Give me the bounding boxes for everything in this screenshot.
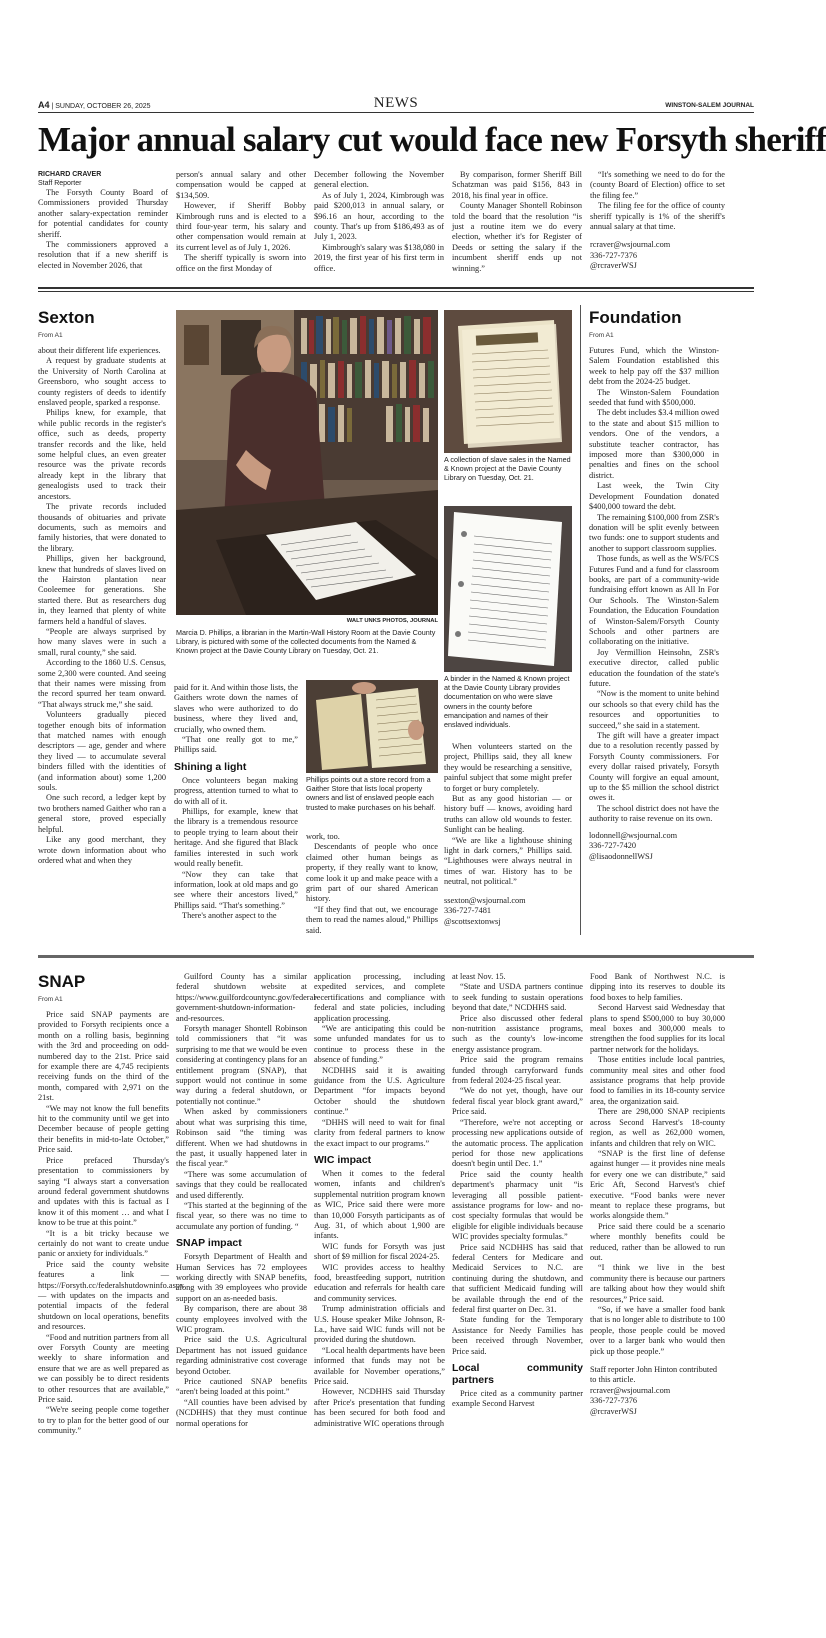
binder-photo <box>444 506 572 672</box>
paragraph: work, too. <box>306 832 340 841</box>
paragraph: “It is a bit tricky because we certainly do not want to create undue panic or anxiety for individuals.” <box>38 1228 169 1259</box>
binder-photo-illustration <box>444 506 572 672</box>
photo-caption: A binder in the Named & Known project at the Davie County Library provides documentation on who were slave owners in the county before emancipation and names of their enslaved individuals. <box>444 674 570 730</box>
column-divider <box>580 305 581 935</box>
contact-phone: 336-727-7376 <box>590 250 638 260</box>
paragraph: Trump administration officials and U.S. House speaker Mike Johnson, R-La., have said WIC funds will not be provided during the shutdown. <box>314 1304 445 1345</box>
paragraph: As of July 1, 2024, Kimbrough was paid $200,013 in annual salary, or $96.16 an hour, according to the county. That's up from $186,493 as of July 1, 2023. <box>314 190 444 242</box>
paragraph: Price cautioned SNAP benefits “aren't being loaded at this point.” <box>176 1377 307 1397</box>
ledger-photo-illustration <box>444 310 572 453</box>
paragraph: “Now they can take that information, look at old maps and go see where their ancestors lived,” Phillips said. “That's something.” <box>174 869 298 910</box>
snap-col-3 <box>314 972 445 1600</box>
paragraph: Price said the county health department's pharmacy unit “is leveraging all possible patient-assistance programs for low- and no-cost specialty formulas that would be eligible for eligible individuals because WIC provides specialty formulas.” <box>452 1169 583 1242</box>
issue-date: SUNDAY, OCTOBER 26, 2025 <box>55 103 151 110</box>
documents-photo <box>444 310 572 453</box>
snap-col-5 <box>590 972 725 1600</box>
photo-credit: WALT UNKS PHOTOS, JOURNAL <box>346 618 438 624</box>
paragraph: According to the 1860 U.S. Census, some 2,300 were counted. And seeing that their names were missing from the record spurred her team onward. “That always struck me,” she said. <box>38 658 166 709</box>
jump-head-foundation: Foundation <box>589 308 682 327</box>
paragraph: “Therefore, we're not accepting or processing new applications outside of the automatic process. The application period for those new applications doesn't begin until Dec. 1.” <box>452 1117 583 1169</box>
paragraph: Volunteers gradually pieced together enough bits of information that matched names with enough descriptors — age, gender and where they lived — to accumulate several binders filled with the identities of (and information about) some 1,200 souls. <box>38 710 166 793</box>
section-divider-thin <box>38 291 754 292</box>
paragraph: When volunteers started on the project, Phillips said, they all knew they would be researching a sensitive, painful subject that some might prefer to forget or bury completely. <box>444 742 572 793</box>
paragraph: Forsyth manager Shontell Robinson told commissioners that “it was surprising to me that we would be even considering at contingency plans for an entitlement program (SNAP), that support would not continue in some way during a federal shutdown, or potentially not continue.” <box>176 1024 307 1106</box>
paragraph: Price said NCDHHS has said that federal Centers for Medicare and Medicaid Services to N.C. are continuing during the shutdown, and that sufficient Medicaid funding will be available through the end of the federal first quarter on Dec. 31. <box>452 1242 583 1314</box>
paragraph: “State and USDA partners continue to seek funding to sustain operations beyond that date,” NCDHHS said. <box>452 982 583 1013</box>
contact-social: @rcraverWSJ <box>590 1406 637 1416</box>
store-record-illustration <box>306 680 438 773</box>
paragraph: “That one really got to me,” Phillips said. <box>174 735 298 755</box>
paragraph: One such record, a ledger kept by two brothers named Gaither who ran a general store, proved especially helpful. <box>38 793 166 834</box>
paragraph: There are 298,000 SNAP recipients across Second Harvest's 18-county region, as well as 262,000 women, infants and children that rely on WIC. <box>590 1107 725 1148</box>
paragraph: about their different life experiences. <box>38 346 161 355</box>
paragraph: The school district does not have the authority to raise revenue on its own. <box>589 803 719 824</box>
sexton-col-3 <box>306 832 438 934</box>
byline-title: Staff Reporter <box>38 180 82 187</box>
paragraph: Philips knew, for example, that while public records in the register's office, such as deeds, property transfer records and the like, held some helpful clues, an even greater resource was the private records already kept in the library that genealogists used to track their ancestors. <box>38 408 166 501</box>
paragraph: “I think we live in the best community there is because our partners are talking about how they would shift resources,” Price said. <box>590 1263 725 1304</box>
paragraph: “If they find that out, we encourage them to read the names aloud,” Phillips said. <box>306 904 438 935</box>
paragraph: Phillips, given her background, knew that hundreds of slaves lived on the Hairston plantation near Cooleemee for generations. She started there. But as researchers dug in, they learned that plenty of white farmers held a handful of slaves. <box>38 554 166 626</box>
paragraph: Price said SNAP payments are provided to Forsyth recipients once a month on a rolling basis, beginning with the 3rd and proceeding on odd-numbered day to the 21st. Price said for example there are 4,745 recipients receiving funds on the third of the month, compared with 2,971 on the 21st. <box>38 1010 169 1103</box>
paragraph: When it comes to the federal women, infants and children's supplemental nutrition program known as WIC, Price said there were more than 10,000 Forsyth participants as of Aug. 31, of which about 1,900 are infants. <box>314 1168 445 1241</box>
paragraph: “DHHS will need to wait for final clarity from federal partners to know the exact impact to our programs.” <box>314 1117 445 1148</box>
contact-email[interactable]: ssexton@wsjournal.com <box>444 895 526 905</box>
snap-col-1 <box>38 1010 185 1600</box>
snap-col-4 <box>452 972 583 1600</box>
foundation-col <box>589 346 719 934</box>
jump-from: From A1 <box>38 332 63 339</box>
contact-info <box>590 240 725 271</box>
paragraph: Second Harvest said Wednesday that plans to spend $500,000 to buy 30,000 meal boxes and 300,000 meals to strengthen the food supplies for its local partner network for the holidays. <box>590 1003 725 1054</box>
contact-social: @scottsextonwsj <box>444 916 501 926</box>
subhead: SNAP impact <box>176 1237 242 1250</box>
paragraph: “There was some accumulation of savings that they could be reallocated and used differently. <box>176 1169 307 1200</box>
paragraph: However, NCDHHS said Thursday after Price's presentation that funding has been secured for both food and administrative WIC operations through <box>314 1387 445 1428</box>
paragraph: Price said the U.S. Agricultural Department has not issued guidance regarding administrative cost coverage beyond October. <box>176 1335 307 1376</box>
contact-social: @lisaodonnellWSJ <box>589 851 653 861</box>
paragraph: The Forsyth County Board of Commissioners provided Thursday another salary-expectation reminder for potential candidates for county sheriff. <box>38 188 168 239</box>
paragraph: There's another aspect to the <box>182 911 277 921</box>
byline: RICHARD CRAVER <box>38 171 102 178</box>
paragraph: “All counties have been advised by (NCDHHS) that they must continue normal operations for <box>176 1397 307 1428</box>
paragraph: The Winston-Salem Foundation seeded that fund with $500,000. <box>589 387 719 408</box>
contact-phone: 336-727-7481 <box>444 906 492 916</box>
paragraph: The gift will have a greater impact due to a resolution recently passed by Forsyth County commissioners. For every dollar raised privately, Forsyth County will forgive an equal amount, up to the $5 million the school district owes it. <box>589 731 719 803</box>
paragraph: However, if Sheriff Bobby Kimbrough runs and is elected to a third four-year term, his salary and other compensation would remain at its current level as of July 1, 2026. <box>176 201 306 252</box>
photo-caption: Phillips points out a store record from a Gaither Store that lists local property owners and list of enslaved people each trusted to make purchases on his behalf. <box>306 775 436 812</box>
paragraph: Kimbrough's salary was $138,080 in 2019, the first year of his first term in office. <box>314 242 444 273</box>
paragraph: Last week, the Twin City Development Foundation donated $400,000 toward the debt. <box>589 481 719 512</box>
paragraph: NCDHHS said it is awaiting guidance from the U.S. Agriculture Department “for impacts beyond October should the shutdown continue.” <box>314 1065 445 1117</box>
subhead: WIC impact <box>314 1153 372 1166</box>
paragraph: “SNAP is the first line of defense against hunger — it provides nine meals for every one we can distribute,” said Eric Aft, Second Harvest's chief executive. “Food banks were never meant to replace these programs, but works alongside them.” <box>590 1148 725 1221</box>
paragraph: person's annual salary and other compensation would be capped at $134,509. <box>176 170 306 200</box>
contact-email[interactable]: rcraver@wsjournal.com <box>590 1385 671 1395</box>
paragraph: Price said the county website features a link — https://Forsyth.cc/federalshutdowninfo.aspx — with updates on the impacts and potential impacts of the federal shutdown on local operations, benefits and resources. <box>38 1259 185 1332</box>
paragraph: WIC funds for Forsyth was just short of $9 million for fiscal 2024-25. <box>314 1241 445 1262</box>
contact-social: @rcraverWSJ <box>590 261 637 271</box>
paragraph: Joy Vermillion Heinsohn, ZSR's executive director, called public education the foundation of the state's future. <box>589 647 719 688</box>
contact-phone: 336-727-7420 <box>589 841 637 851</box>
photo-caption: Marcia D. Phillips, a librarian in the Martin-Wall History Room at the Davie County Library, is pictured with some of the collected documents from the Named & Known project at the Davie County Library on Tuesday, Oct. 21. <box>176 628 436 656</box>
contact-info <box>590 1365 725 1417</box>
paragraph: When asked by commissioners about what was surprising this time, Robinson said “the timing was different. When we had shutdowns in the past, it usually happened later in the fiscal year.” <box>176 1107 307 1169</box>
paragraph: Price said the program remains funded through carryforward funds from federal 2024-25 fiscal year. <box>452 1055 583 1086</box>
sexton-col-2 <box>174 683 298 934</box>
librarian-photo-illustration <box>176 310 438 615</box>
main-photo <box>176 310 438 615</box>
section-name: NEWS <box>373 95 419 111</box>
paragraph: Like any good merchant, they wrote down information about who ordered what and when they <box>38 835 166 865</box>
sheriff-col-4 <box>452 170 582 282</box>
paragraph: “Now is the moment to unite behind our schools so that every child has the resources and opportunities to succeed,” she said in a statement. <box>589 689 719 730</box>
paragraph: Those funds, as well as the WS/FCS Futures Fund and a fund for classroom books, are part of a community-wide fundraising effort known as All In For Our Schools. The Winston-Salem Foundation, the Education Foundation of Winston-Salem/Forsyth County Schools and other partners are collaborating on the initiative. <box>589 554 719 647</box>
folio: A4 | SUNDAY, OCTOBER 26, 2025 <box>38 100 151 110</box>
paragraph: “So, if we have a smaller food bank that is no longer able to distribute to 100 people, those people could be moved over to a larger bank who would then pick up those people.” <box>590 1305 725 1356</box>
paragraph: By comparison, former Sheriff Bill Schatzman was paid $156, 843 in 2018, his final year in office. <box>452 170 582 200</box>
paragraph: Price cited as a community partner example Second Harvest <box>452 1389 583 1409</box>
contact-phone: 336-727-7376 <box>590 1396 638 1406</box>
paper-name: WINSTON-SALEM JOURNAL <box>665 102 754 109</box>
contact-email[interactable]: rcraver@wsjournal.com <box>590 240 671 250</box>
photo-caption: A collection of slave sales in the Named & Known project at the Davie County Library on Tuesday, Oct. 21. <box>444 455 571 483</box>
contact-info <box>444 896 572 927</box>
paragraph: paid for it. And within those lists, the Gaithers wrote down the names of slaves who were authorized to do business, where they lived and, crucially, who owned them. <box>174 683 298 734</box>
jump-from: From A1 <box>589 332 614 339</box>
paragraph: application processing, including expedited services, and complete recertifications and compliance with federal and state policies, including application processing. <box>314 972 445 1023</box>
paragraph: Price also discussed other federal non-nutrition assistance programs, such as the county's low-income energy assistance program. <box>452 1013 583 1054</box>
paragraph: The filing fee for the office of county sheriff typically is 1% of the sheriff's annual salary at that time. <box>590 201 725 232</box>
contact-info <box>589 831 719 862</box>
paragraph: “Local health departments have been informed that funds may not be available for November operations,” Price said. <box>314 1345 446 1387</box>
sexton-col-1 <box>38 346 166 934</box>
section-divider <box>38 287 754 289</box>
sheriff-col-3 <box>314 170 444 282</box>
paragraph: WIC provides access to healthy food, breastfeeding support, nutrition education and referrals for health care and community services. <box>314 1262 445 1303</box>
paragraph: Those entities include local pantries, community meal sites and other food assistance programs that help provide food to families in its 18-county service area, the organization said. <box>590 1055 725 1106</box>
paragraph: The remaining $100,000 from ZSR's donation will be split evenly between two funds: one to support students and another to support classroom supplies. <box>589 512 720 553</box>
paragraph: December following the November general election. <box>314 170 444 190</box>
paragraph: “Food and nutrition partners from all over Forsyth County are meeting weekly to share information and ensure that we are as well prepared as we can possibly be to direct residents to other resources that are available,” Price said. <box>38 1332 169 1405</box>
paragraph: “People are always surprised by how many slaves were in such a small, rural county,” she said. <box>38 626 166 657</box>
paragraph: Descendants of people who once claimed other human beings as property, if they really want to know, come look it up and make peace with a grim part of our shared American history. <box>306 842 438 904</box>
paragraph: “It's something we need to do for the (county Board of Election) office to set the filing fee.” <box>590 170 725 200</box>
headline: Major annual salary cut would face new Forsyth sheriff <box>38 120 826 159</box>
contact-email[interactable]: lodonnell@wsjournal.com <box>589 830 678 840</box>
paragraph: But as any good historian — or history buff — knows, avoiding hard truths can allow old wounds to fester. Sunlight can be healing. <box>444 794 572 835</box>
jump-head-snap: SNAP <box>38 972 86 991</box>
paragraph: Food Bank of Northwest N.C. is dipping into its reserves to double its food boxes to help families. <box>590 972 725 1002</box>
paragraph: “We do not yet, though, have our federal fiscal year block grant award,” Price said. <box>452 1086 583 1117</box>
subhead: Shining a light <box>174 760 247 773</box>
header-rule <box>38 112 754 113</box>
paragraph: Guilford County has a similar federal shutdown website at https://www.guilfordcountync.gov/federal-government-shutdown-information-and-resources. <box>176 972 319 1023</box>
sheriff-col-5 <box>590 170 725 282</box>
jump-head-sexton: Sexton <box>38 308 95 327</box>
contributor-note: Staff reporter John Hinton contributed to this article. <box>590 1365 718 1385</box>
paragraph: The commissioners approved a resolution that if a new sheriff is elected in November 2026, that <box>38 240 168 270</box>
paragraph: County Manager Shontell Robinson told the board that the resolution “is just a routine item we do every election, whether it's for Register of Deeds or setting the salary if the incumbent sheriff ends up not winning.” <box>452 201 582 273</box>
paragraph: “We are like a lighthouse shining light in dark corners,” Phillips said. “Lighthouses were always neutral in times of war. History has to be neutral, not political.” <box>444 835 572 887</box>
jump-from: From A1 <box>38 996 63 1003</box>
paragraph: Price said there could be a scenario where monthly benefits could be reduced, rather than be allowed to run out. <box>590 1221 725 1262</box>
paragraph: The sheriff typically is sworn into office on the first Monday of <box>176 253 306 273</box>
paragraph: Forsyth Department of Health and Human Services has 72 employees working directly with SNAP benefits, along with 39 employees who provide support on an as-needed basis. <box>176 1252 307 1303</box>
paragraph: “This started at the beginning of the fiscal year, so there was no time to accumulate any portion of funding. “ <box>176 1200 307 1231</box>
paragraph: Futures Fund, which the Winston-Salem Foundation established this week to help pay off the $37 million debt from the 2024-25 budget. <box>589 346 719 387</box>
paragraph: Once volunteers began making progress, attention turned to what to do with all of it. <box>174 775 298 806</box>
paragraph: Phillips, for example, knew that the library is a tremendous resource to people trying to learn about their heritage. And she figured that Black families interested in such work would really benefit. <box>174 807 298 869</box>
paragraph: Price prefaced Thursday's presentation to commissioners by saying “I always start a conversation around federal government shutdowns and updates with this is factual as I know it of this moment … and what I know to be true at this point.” <box>38 1155 169 1228</box>
paragraph: State funding for the Temporary Assistance for Needy Families has been received through November, Price said. <box>452 1315 583 1356</box>
paragraph: By comparison, there are about 38 county employees involved with the WIC program. <box>176 1304 307 1334</box>
section-divider <box>38 955 754 958</box>
paragraph: “We're seeing people come together to try to plan for the better good of our community.” <box>38 1405 169 1436</box>
sexton-col-4 <box>444 742 572 934</box>
sheriff-col-2 <box>176 170 306 282</box>
sheriff-col-1 <box>38 170 168 282</box>
snap-col-2 <box>176 972 319 1600</box>
paragraph: “We are anticipating this could be some unfunded mandates for us to continue to process these in the absence of funding.” <box>314 1024 445 1065</box>
store-record-photo <box>306 680 438 773</box>
page-number: A4 <box>38 100 50 110</box>
subhead: Local community partners <box>452 1362 583 1387</box>
paragraph: The debt includes $3.4 million owed to the state and about $15 million to vendors. One of the vendors, a substitute teacher contractor, has imposed more than $300,000 in penalties and fines on the school district. <box>589 408 719 480</box>
paragraph: A request by graduate students at the University of North Carolina at Greensboro, who sought access to county registers of deeds to identify enslaved people, sparked a response. <box>38 356 166 408</box>
paragraph: “We may not know the full benefits hit to the community until we get into December because of people getting their benefits in mid-to-late October,” Price said. <box>38 1103 169 1155</box>
paragraph: at least Nov. 15. <box>452 972 506 981</box>
paragraph: The private records included thousands of obituaries and private documents, such as memoirs and family histories, that were donated to the library. <box>38 502 166 553</box>
